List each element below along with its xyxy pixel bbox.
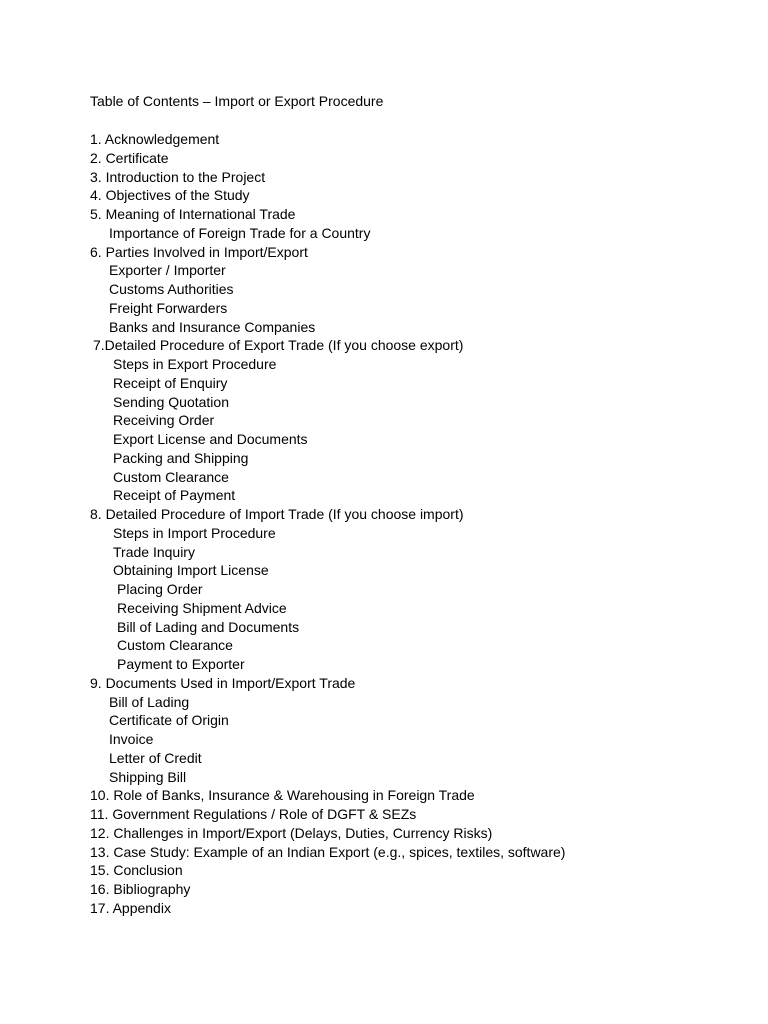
toc-subentry: Receiving Order: [113, 412, 215, 429]
toc-subentry: Custom Clearance: [117, 637, 233, 654]
toc-subentry: Sending Quotation: [113, 393, 229, 410]
toc-subentry: Importance of Foreign Trade for a Country: [109, 224, 371, 241]
toc-entry: 9. Documents Used in Import/Export Trade: [90, 674, 356, 691]
toc-subentry: Steps in Import Procedure: [113, 524, 276, 541]
toc-subentry: Freight Forwarders: [109, 299, 228, 316]
toc-entry: 15. Conclusion: [90, 862, 183, 879]
toc-entry: 13. Case Study: Example of an Indian Export (e.g., spices, textiles, software): [90, 843, 566, 860]
toc-subentry: Trade Inquiry: [113, 543, 195, 560]
toc-subentry: Export License and Documents: [113, 431, 308, 447]
toc-subentry: Receipt of Enquiry: [113, 374, 228, 391]
toc-subentry: Exporter / Importer: [109, 262, 226, 279]
toc-subentry: Payment to Exporter: [117, 656, 245, 672]
toc-subentry: Certificate of Origin: [109, 712, 229, 729]
toc-subentry: Obtaining Import License: [113, 562, 269, 579]
toc-entry: 1. Acknowledgement: [90, 131, 220, 147]
toc-subentry: Banks and Insurance Companies: [109, 318, 316, 335]
toc-subentry: Bill of Lading: [109, 693, 190, 710]
toc-entry: 11. Government Regulations / Role of DGFT & SEZs: [90, 806, 417, 822]
toc-entry: 6. Parties Involved in Import/Export: [90, 243, 308, 260]
page-title: Table of Contents – Import or Export Procedure: [90, 93, 384, 109]
toc-subentry: Receiving Shipment Advice: [117, 599, 287, 616]
toc-subentry: Receipt of Payment: [113, 487, 236, 504]
toc-subentry: Steps in Export Procedure: [113, 356, 277, 372]
toc-subentry: Custom Clearance: [113, 468, 229, 485]
toc-subentry: Placing Order: [117, 581, 203, 597]
toc-entry: 8. Detailed Procedure of Import Trade (If you choose import): [90, 506, 464, 522]
toc-subentry: Invoice: [109, 731, 154, 747]
toc-entry: 5. Meaning of International Trade: [90, 206, 296, 222]
toc-entry: 2. Certificate: [90, 149, 169, 166]
table-of-contents: [90, 130, 565, 918]
toc-entry: 12. Challenges in Import/Export (Delays, Duties, Currency Risks): [90, 824, 493, 841]
toc-subentry: Customs Authorities: [109, 281, 234, 297]
toc-subentry: Packing and Shipping: [113, 449, 249, 466]
toc-entry: 7.Detailed Procedure of Export Trade (If you choose export): [93, 337, 464, 354]
toc-entry: 10. Role of Banks, Insurance & Warehousing in Foreign Trade: [90, 787, 475, 804]
toc-entry: 17. Appendix: [90, 899, 171, 916]
toc-subentry: Bill of Lading and Documents: [117, 618, 300, 635]
toc-entry: 4. Objectives of the Study: [90, 187, 250, 204]
toc-entry: 3. Introduction to the Project: [90, 168, 266, 185]
toc-entry: 16. Bibliography: [90, 881, 191, 897]
toc-subentry: Shipping Bill: [109, 768, 187, 785]
toc-subentry: Letter of Credit: [109, 749, 202, 766]
